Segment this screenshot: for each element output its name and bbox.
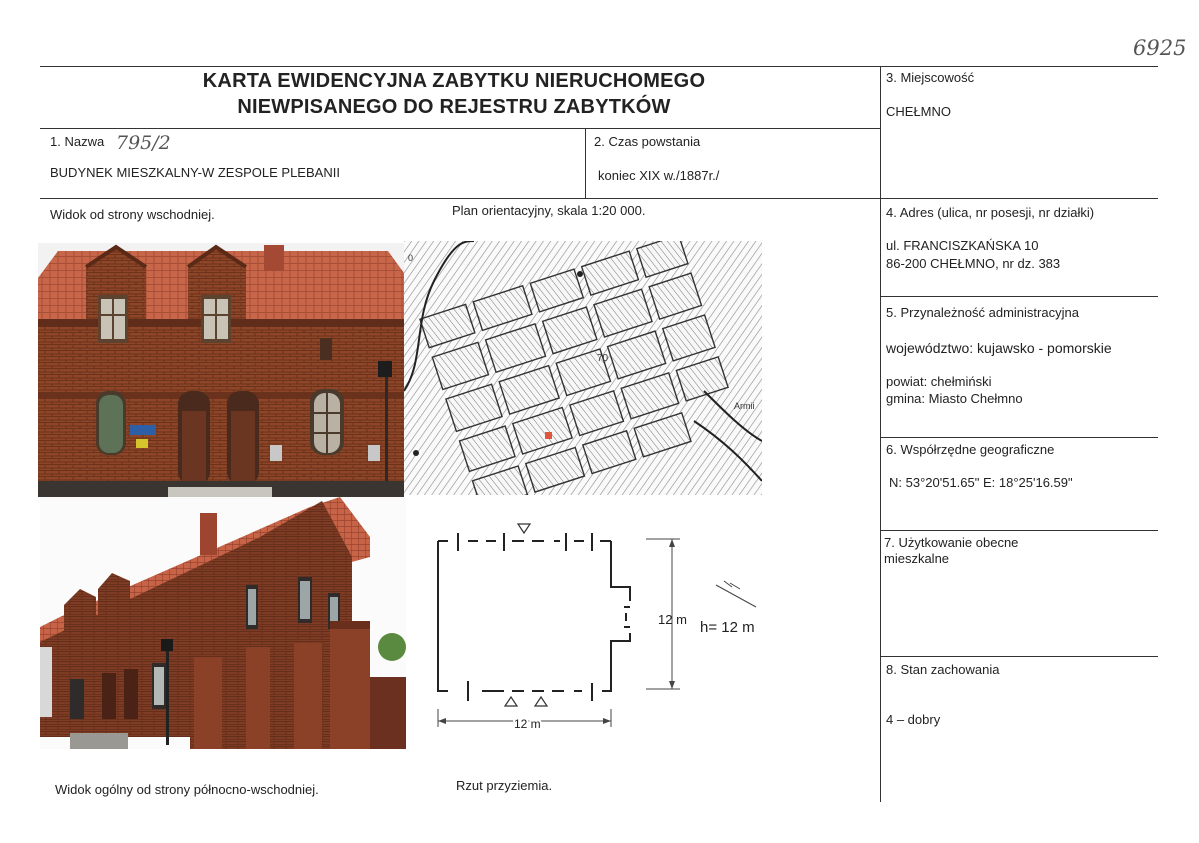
field4-bottom-line	[880, 296, 1158, 297]
field5-label: 5. Przynależność administracyjna	[886, 305, 1079, 320]
field4-label: 4. Adres (ulica, nr posesji, nr działki)	[886, 205, 1095, 220]
floor-plan-dimension-vertical: 12 m	[658, 612, 687, 627]
caption-northeast-view: Widok ogólny od strony północno-wschodniej.	[55, 782, 319, 797]
field5-wojewodztwo: województwo: kujawsko - pomorskie	[886, 340, 1112, 356]
floor-plan-dimension-horizontal: 12 m	[514, 717, 541, 731]
field6-bottom-line	[880, 530, 1158, 531]
field4-address-line2: 86-200 CHEŁMNO, nr dz. 383	[886, 256, 1061, 271]
field2-label: 2. Czas powstania	[594, 134, 701, 149]
field2-value: koniec XIX w./1887r./	[598, 168, 720, 183]
map-label-70: 70	[597, 353, 609, 364]
field8-label: 8. Stan zachowania	[886, 662, 1000, 677]
field1-label: 1. Nazwa	[50, 134, 105, 149]
form-top-border	[40, 66, 1158, 67]
field3-value: CHEŁMNO	[886, 104, 952, 119]
field6-coordinates: N: 53°20'51.65" E: 18°25'16.59"	[889, 475, 1073, 490]
orientation-map	[404, 241, 762, 495]
name-time-divider	[585, 128, 586, 198]
caption-orientation-map: Plan orientacyjny, skala 1:20 000.	[452, 203, 646, 218]
handwritten-inventory-number: 6925	[1133, 36, 1187, 60]
map-label-zero: 0	[408, 253, 414, 263]
map-label-armii: Armii	[734, 401, 755, 411]
header-bottom-line	[40, 128, 880, 129]
field5-bottom-line	[880, 437, 1158, 438]
caption-floor-plan: Rzut przyziemia.	[456, 778, 553, 793]
field7-bottom-line	[880, 656, 1158, 657]
field6-label: 6. Współrzędne geograficzne	[886, 442, 1055, 457]
field5-powiat: powiat: chełmiński	[886, 374, 992, 389]
northeast-view-photo	[40, 497, 406, 749]
east-facade-photo	[38, 243, 404, 497]
field4-address-line1: ul. FRANCISZKAŃSKA 10	[886, 238, 1039, 253]
field5-gmina: gmina: Miasto Chełmno	[886, 391, 1023, 406]
field1-handwritten-number: 795/2	[116, 132, 171, 154]
field1-value: BUDYNEK MIESZKALNY-W ZESPOLE PLEBANII	[50, 165, 340, 180]
name-row-bottom-line	[40, 198, 1158, 199]
field7-value: mieszkalne	[884, 551, 950, 566]
field3-label: 3. Miejscowość	[886, 70, 975, 85]
caption-east-view: Widok od strony wschodniej.	[50, 207, 215, 222]
field7-label: 7. Użytkowanie obecne	[884, 535, 1019, 550]
floor-plan-height-label: h= 12 m	[700, 619, 755, 636]
card-title-line1: KARTA EWIDENCYJNA ZABYTKU NIERUCHOMEGO	[202, 70, 706, 92]
main-right-column-divider	[880, 66, 881, 802]
card-title-line2: NIEWPISANEGO DO REJESTRU ZABYTKÓW	[237, 96, 671, 118]
floor-plan-drawing	[406, 497, 762, 749]
field8-value: 4 – dobry	[886, 712, 941, 727]
